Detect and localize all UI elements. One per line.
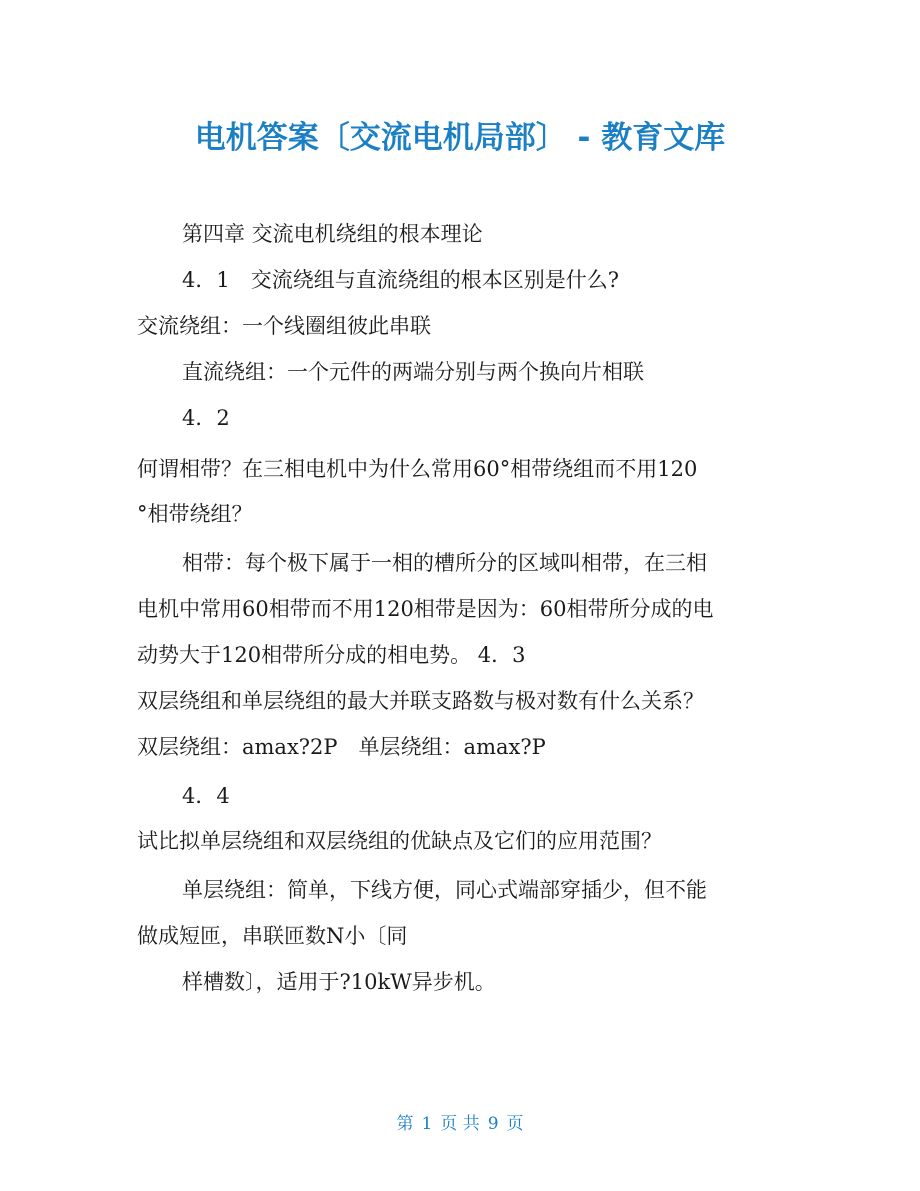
document-title: 电机答案〔交流电机局部〕 - 教育文库	[194, 120, 726, 156]
page-label-suffix: 页	[506, 1114, 524, 1134]
question-4-3: 双层绕组和单层绕组的最大并联支路数与极对数有什么关系？	[137, 689, 704, 713]
text-line: 动势大于120相带所分成的相电势。 4．3	[137, 643, 526, 667]
text-line: 双层绕组：amax?2P 单层绕组：amax?P	[137, 735, 546, 759]
text-line: °相带绕组？	[137, 502, 253, 526]
page-label-prefix: 第	[396, 1114, 414, 1134]
question-4-4: 试比拟单层绕组和双层绕组的优缺点及它们的应用范围？	[137, 829, 662, 853]
page-label-mid: 页 共	[440, 1114, 480, 1134]
text-line: 交流绕组：一个线圈组彼此串联	[137, 314, 431, 338]
current-page-number: 1	[421, 1114, 433, 1134]
total-pages-number: 9	[487, 1114, 499, 1134]
page-footer	[0, 1112, 920, 1136]
text-line: 样槽数〕，适用于?10kW异步机。	[182, 970, 496, 994]
text-line: 电机中常用60相带而不用120相带是因为：60相带所分成的电	[137, 597, 714, 621]
text-line: 单层绕组：简单，下线方便，同心式端部穿插少，但不能	[182, 878, 707, 902]
text-line: 相带：每个极下属于一相的槽所分的区域叫相带，在三相	[182, 551, 707, 575]
question-4-2: 何谓相带？在三相电机中为什么常用60°相带绕组而不用120	[137, 457, 698, 481]
question-4-2-number: 4．2	[182, 406, 230, 430]
question-4-1: 4．1 交流绕组与直流绕组的根本区别是什么?	[182, 268, 619, 292]
question-4-4-number: 4．4	[182, 784, 230, 808]
text-line: 做成短匝，串联匝数N小〔同	[137, 924, 408, 948]
chapter-heading: 第四章 交流电机绕组的根本理论	[182, 222, 483, 246]
text-line: 直流绕组：一个元件的两端分别与两个换向片相联	[182, 360, 644, 384]
